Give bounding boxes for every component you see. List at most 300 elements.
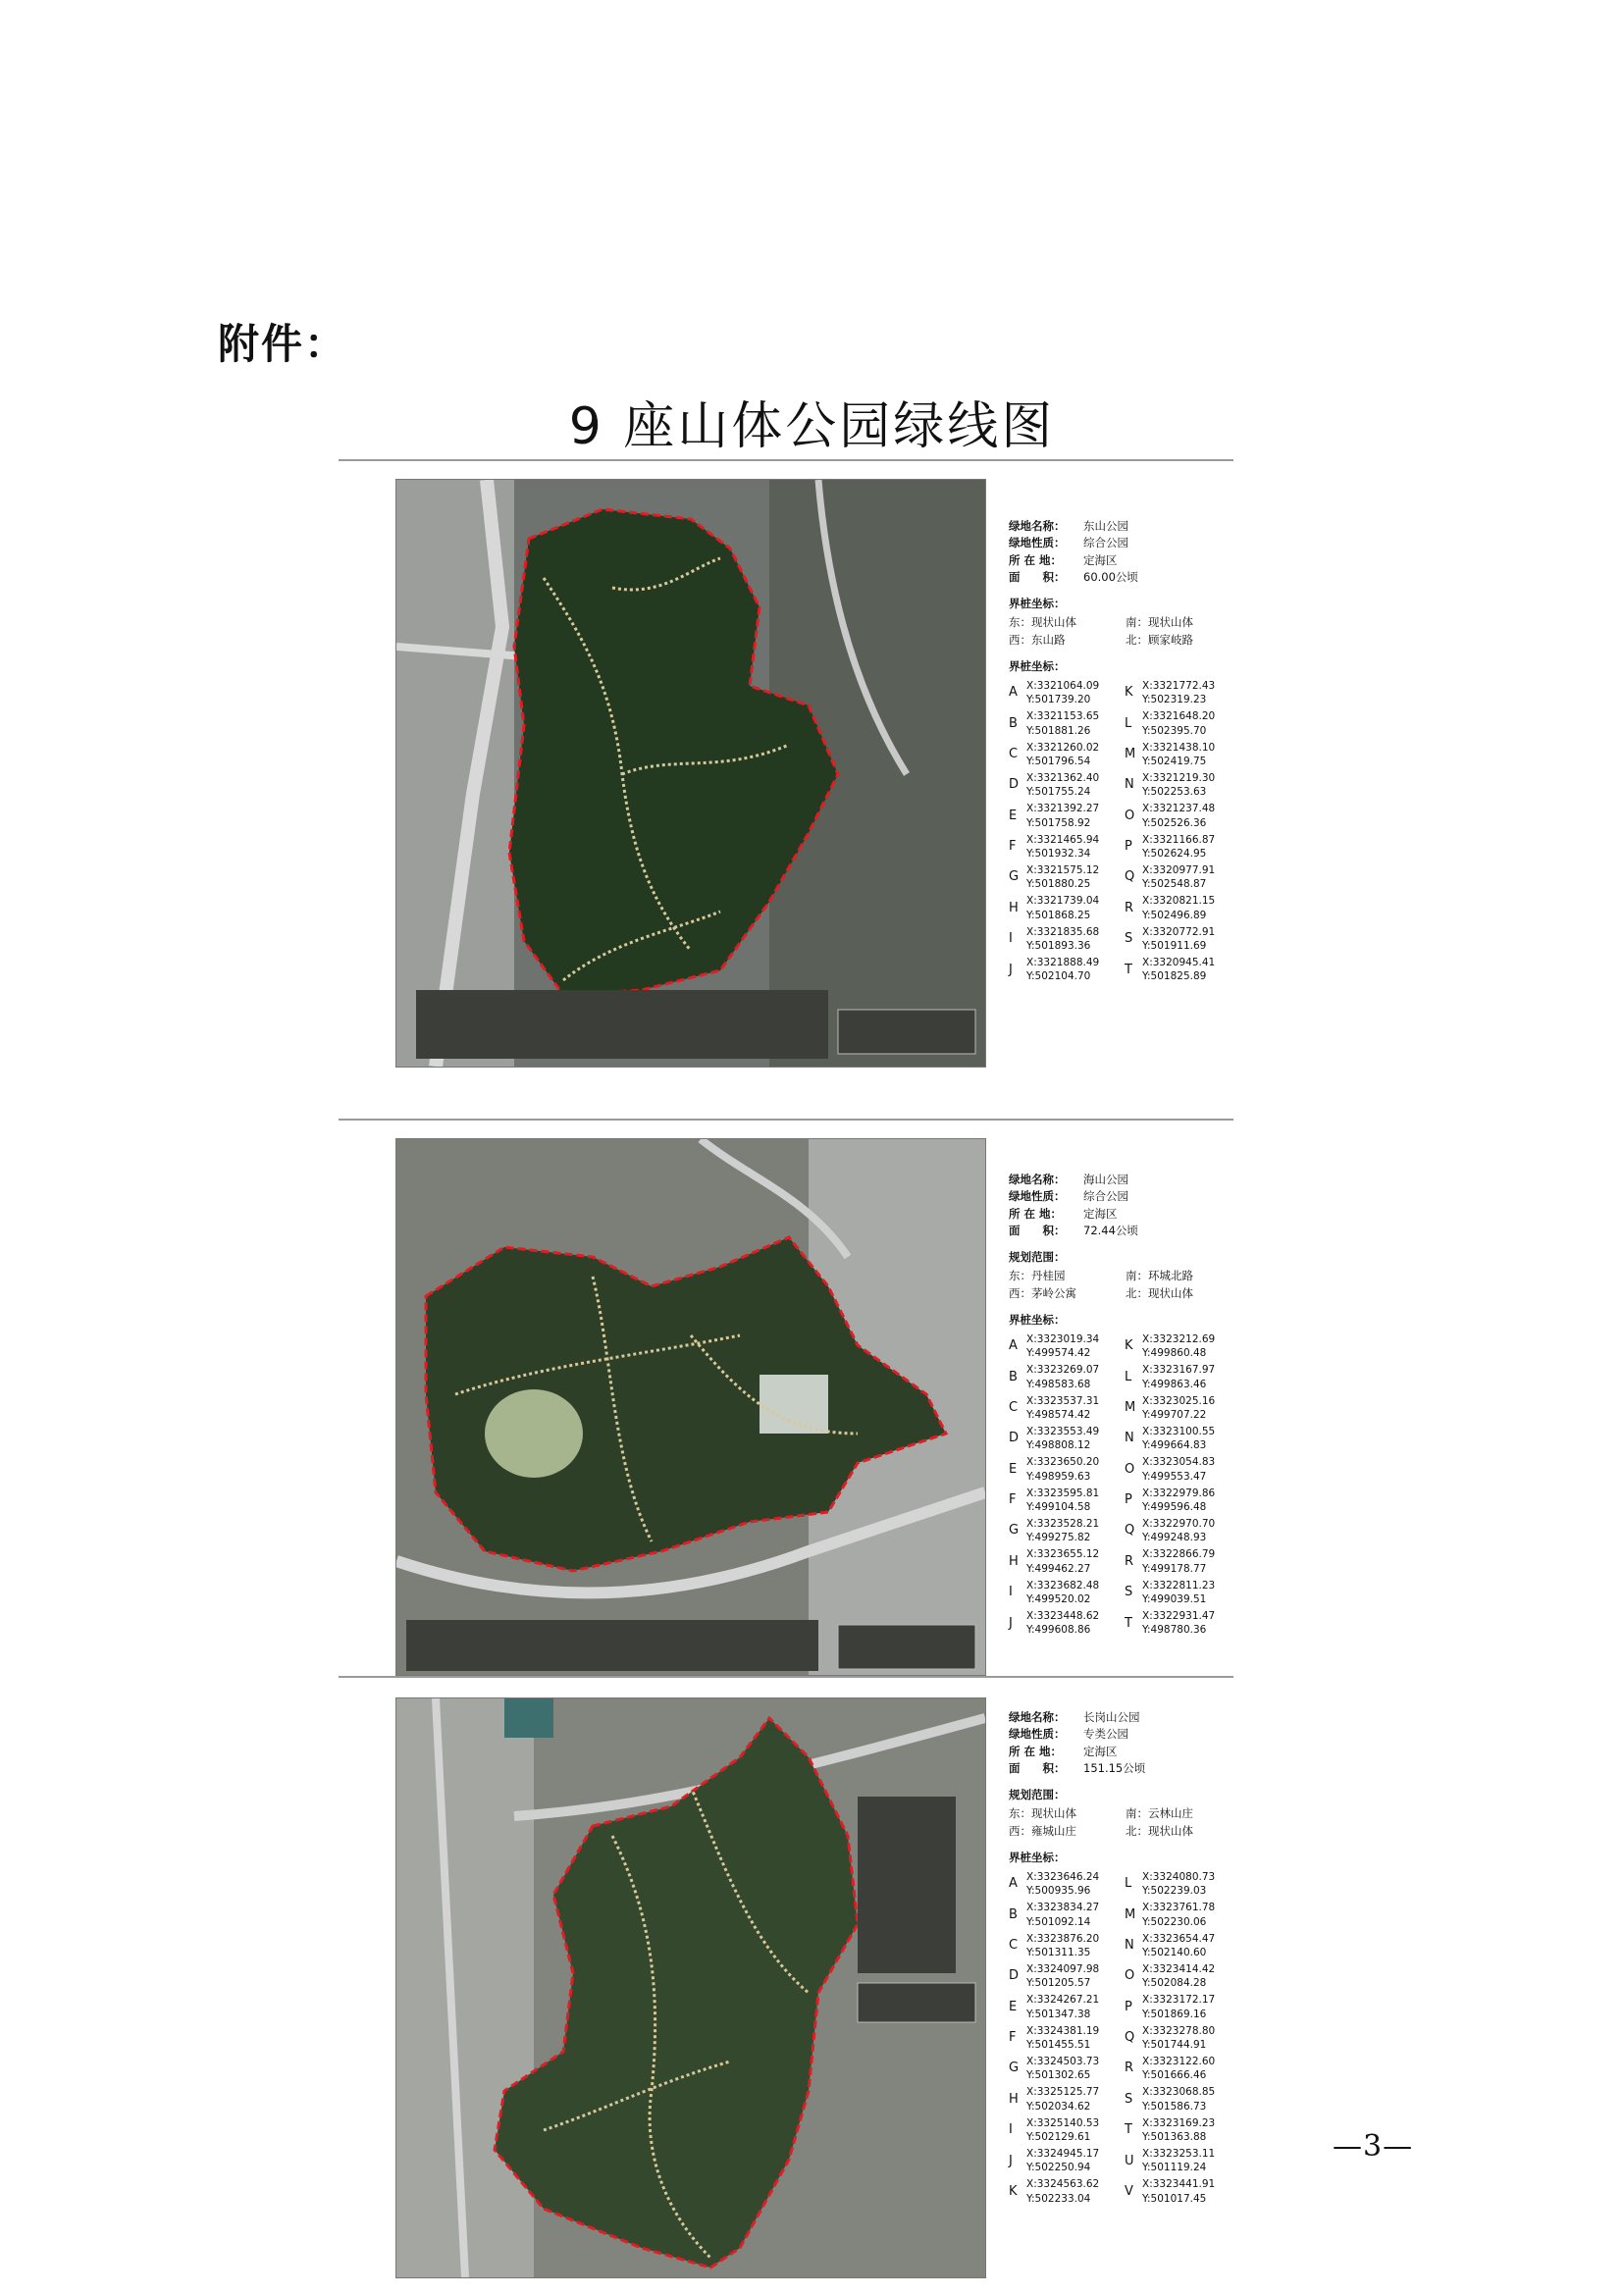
coord-values	[1142, 1993, 1215, 2020]
coord-entry	[1009, 1993, 1119, 2020]
coord-values	[1142, 771, 1215, 799]
coord-point-label: D	[1009, 777, 1020, 793]
coord-y: Y:502239.03	[1142, 1885, 1207, 1898]
coord-point-label: Q	[1125, 1523, 1135, 1539]
coord-x: X:3323682.48	[1026, 1579, 1100, 1592]
coord-x: X:3323212.69	[1142, 1333, 1216, 1345]
coord-values	[1142, 2116, 1215, 2144]
coord-entry	[1009, 1547, 1119, 1575]
coord-y: Y:498959.63	[1026, 1470, 1091, 1483]
coord-y: Y:502034.62	[1026, 2100, 1091, 2113]
coord-y: Y:502140.60	[1142, 1946, 1207, 1958]
coord-y: Y:499104.58	[1026, 1500, 1091, 1513]
coord-values	[1026, 1547, 1099, 1575]
coord-values	[1026, 1394, 1099, 1422]
coord-entry	[1125, 1579, 1234, 1606]
coord-point-label: Q	[1125, 2030, 1135, 2046]
attachment-label: 附件：	[218, 320, 348, 368]
coord-point-label: B	[1009, 1906, 1018, 1922]
coord-entry	[1125, 1609, 1234, 1637]
coord-x: X:3323654.47	[1142, 1932, 1216, 1945]
coord-entry	[1009, 2024, 1119, 2052]
coord-y: Y:502233.04	[1026, 2192, 1091, 2205]
coord-point-label: J	[1009, 962, 1013, 977]
coord-y: Y:499863.46	[1142, 1378, 1207, 1390]
coord-values	[1026, 1932, 1099, 1959]
coord-point-label: C	[1009, 1938, 1019, 1954]
coord-entry	[1125, 1547, 1234, 1575]
coord-entry	[1009, 1487, 1119, 1514]
coord-entry	[1125, 1487, 1234, 1514]
coord-entry	[1009, 956, 1119, 983]
coord-point-label: Q	[1125, 869, 1135, 885]
park-map-1	[395, 479, 986, 1068]
coord-x: X:3320772.91	[1142, 925, 1216, 938]
coord-x: X:3323761.78	[1142, 1902, 1216, 1914]
coord-point-label: D	[1009, 1431, 1020, 1446]
coord-x: X:3320821.15	[1142, 895, 1216, 908]
info-area: 面 积： 72.44公顷	[1009, 1223, 1138, 1237]
coord-x: X:3321260.02	[1026, 741, 1100, 754]
coord-values	[1142, 802, 1215, 829]
coord-values	[1026, 2177, 1099, 2205]
coord-x: X:3322931.47	[1142, 1610, 1216, 1623]
coord-point-label: I	[1009, 931, 1013, 947]
coord-y: Y:502230.06	[1142, 1915, 1207, 1928]
coord-x: X:3321362.40	[1026, 772, 1100, 785]
coord-entry	[1125, 1455, 1234, 1483]
coord-values	[1026, 1993, 1099, 2020]
document-title: 9 座山体公园绿线图	[568, 397, 1056, 456]
coord-point-label: K	[1125, 1338, 1133, 1354]
coord-entry	[1009, 2085, 1119, 2113]
coord-x: X:3322866.79	[1142, 1548, 1216, 1561]
coord-x: X:3323537.31	[1026, 1394, 1100, 1407]
coord-x: X:3323650.20	[1026, 1456, 1100, 1469]
coord-y: Y:501893.36	[1026, 939, 1091, 952]
coord-point-label: M	[1125, 1400, 1136, 1416]
park-info-1	[1009, 518, 1234, 983]
coord-x: X:3321648.20	[1142, 710, 1216, 723]
coord-point-label: A	[1009, 685, 1018, 701]
coord-y: Y:498574.42	[1026, 1408, 1091, 1421]
coord-y: Y:501932.34	[1026, 847, 1091, 860]
coords-title: 界桩坐标：	[1009, 658, 1066, 673]
divider-1	[339, 459, 1233, 461]
park-info-3	[1009, 1709, 1234, 2206]
coord-point-label: G	[1009, 869, 1020, 885]
coord-values	[1026, 1870, 1099, 1898]
coord-y: Y:502084.28	[1142, 1977, 1207, 1990]
coord-x: X:3321392.27	[1026, 803, 1100, 815]
coord-y: Y:499596.48	[1142, 1500, 1207, 1513]
coord-entry	[1009, 2147, 1119, 2174]
coord-x: X:3323269.07	[1026, 1364, 1100, 1377]
coord-y: Y:499860.48	[1142, 1347, 1207, 1360]
coord-entry	[1125, 1394, 1234, 1422]
coord-values	[1142, 1870, 1215, 1898]
coord-entry	[1125, 1962, 1234, 1990]
coord-entry	[1125, 1901, 1234, 1928]
info-type: 绿地性质： 综合公园	[1009, 536, 1128, 550]
coord-entry	[1125, 802, 1234, 829]
coord-point-label: E	[1009, 1461, 1018, 1477]
coord-values	[1142, 833, 1215, 861]
coord-entry	[1009, 1363, 1119, 1390]
coord-point-label: S	[1125, 2091, 1133, 2107]
coord-entry	[1125, 1517, 1234, 1544]
coord-values	[1142, 1609, 1215, 1637]
coord-point-label: E	[1009, 1999, 1018, 2014]
coord-y: Y:501744.91	[1142, 2038, 1207, 2051]
info-name: 绿地名称： 东山公园	[1009, 519, 1128, 533]
coord-y: Y:498583.68	[1026, 1378, 1091, 1390]
coord-y: Y:501311.35	[1026, 1946, 1091, 1958]
coord-entry	[1125, 2147, 1234, 2174]
coord-y: Y:499248.93	[1142, 1532, 1207, 1544]
coord-y: Y:498780.36	[1142, 1624, 1207, 1637]
coord-point-label: B	[1009, 715, 1018, 731]
coord-values	[1142, 2024, 1215, 2052]
coord-point-label: F	[1009, 1492, 1017, 1508]
coord-values	[1142, 956, 1215, 983]
coord-values	[1142, 679, 1215, 706]
coord-point-label: O	[1125, 808, 1135, 823]
coord-y: Y:499608.86	[1026, 1624, 1091, 1637]
coord-point-label: T	[1125, 2122, 1132, 2138]
coord-point-label: J	[1009, 1615, 1013, 1631]
coord-values	[1026, 679, 1099, 706]
coord-point-label: T	[1125, 962, 1132, 977]
coord-entry	[1009, 2116, 1119, 2144]
coord-x: X:3321438.10	[1142, 741, 1216, 754]
coord-y: Y:499707.22	[1142, 1408, 1207, 1421]
coord-point-label: R	[1125, 2061, 1134, 2076]
coord-x: X:3321465.94	[1026, 833, 1100, 846]
coord-entry	[1125, 709, 1234, 737]
coord-values	[1142, 1579, 1215, 1606]
coord-y: Y:502496.89	[1142, 909, 1207, 921]
coords-grid	[1009, 1332, 1234, 1637]
coord-values	[1026, 863, 1099, 891]
coord-point-label: K	[1125, 685, 1133, 701]
coord-point-label: S	[1125, 931, 1133, 947]
bounds: 东：现状山体 南：云林山庄 西：雍城山庄 北：现状山体	[1009, 1806, 1193, 1838]
coord-x: X:3321575.12	[1026, 864, 1100, 877]
coord-point-label: L	[1125, 1876, 1132, 1892]
info-area: 面 积： 151.15公顷	[1009, 1760, 1146, 1775]
info-type: 绿地性质： 综合公园	[1009, 1189, 1128, 1204]
coord-x: X:3323278.80	[1142, 2024, 1216, 2037]
coord-values	[1026, 833, 1099, 861]
coord-values	[1026, 2147, 1099, 2174]
coord-x: X:3323655.12	[1026, 1548, 1100, 1561]
coord-values	[1026, 925, 1099, 953]
coord-values	[1026, 771, 1099, 799]
coord-values	[1026, 2085, 1099, 2113]
coord-x: X:3323441.91	[1142, 2178, 1216, 2191]
coord-x: X:3325140.53	[1026, 2116, 1100, 2129]
coord-entry	[1125, 2024, 1234, 2052]
coord-values	[1142, 1932, 1215, 1959]
coord-entry	[1125, 741, 1234, 768]
coord-x: X:3324503.73	[1026, 2056, 1100, 2068]
coord-entry	[1009, 894, 1119, 921]
park-info-2	[1009, 1172, 1234, 1637]
coord-y: Y:501739.20	[1026, 694, 1091, 706]
info-location: 所 在 地： 定海区	[1009, 1206, 1118, 1221]
coord-y: Y:499574.42	[1026, 1347, 1091, 1360]
coord-y: Y:499553.47	[1142, 1470, 1207, 1483]
coord-x: X:3321219.30	[1142, 772, 1216, 785]
coord-values	[1142, 1901, 1215, 1928]
coord-entry	[1125, 956, 1234, 983]
coord-entry	[1125, 1363, 1234, 1390]
coord-entry	[1125, 894, 1234, 921]
coord-y: Y:502104.70	[1026, 970, 1091, 983]
coord-entry	[1009, 2177, 1119, 2205]
coord-x: X:3321835.68	[1026, 925, 1100, 938]
coord-values	[1026, 956, 1099, 983]
coord-entry	[1009, 863, 1119, 891]
coord-entry	[1125, 1425, 1234, 1452]
coord-entry	[1009, 1870, 1119, 1898]
coord-values	[1026, 1487, 1099, 1514]
coord-x: X:3324080.73	[1142, 1871, 1216, 1883]
coord-y: Y:499664.83	[1142, 1439, 1207, 1452]
coord-y: Y:501666.46	[1142, 2069, 1207, 2082]
coord-values	[1026, 1609, 1099, 1637]
coord-entry	[1009, 1425, 1119, 1452]
coord-y: Y:501881.26	[1026, 724, 1091, 737]
coord-point-label: L	[1125, 1369, 1132, 1384]
divider-3	[339, 1676, 1233, 1678]
coord-values	[1142, 741, 1215, 768]
coord-y: Y:499039.51	[1142, 1592, 1207, 1605]
coord-entry	[1009, 771, 1119, 799]
coord-y: Y:502419.75	[1142, 755, 1207, 767]
coord-entry	[1009, 1932, 1119, 1959]
coord-values	[1026, 2024, 1099, 2052]
coord-point-label: O	[1125, 1968, 1135, 1984]
coord-point-label: M	[1125, 747, 1136, 762]
coord-point-label: I	[1009, 1585, 1013, 1600]
coord-entry	[1125, 1993, 1234, 2020]
coord-entry	[1009, 1901, 1119, 1928]
coord-values	[1026, 1332, 1099, 1360]
coord-point-label: G	[1009, 2061, 1020, 2076]
coord-point-label: N	[1125, 1431, 1134, 1446]
coord-point-label: U	[1125, 2153, 1134, 2168]
coord-point-label: V	[1125, 2183, 1133, 2199]
coord-values	[1142, 2085, 1215, 2113]
coord-point-label: A	[1009, 1876, 1018, 1892]
coord-values	[1142, 1962, 1215, 1990]
coord-y: Y:502548.87	[1142, 878, 1207, 891]
coord-x: X:3324563.62	[1026, 2178, 1100, 2191]
coord-entry	[1125, 2116, 1234, 2144]
coord-values	[1142, 1455, 1215, 1483]
coord-point-label: P	[1125, 839, 1132, 855]
coord-y: Y:501880.25	[1026, 878, 1091, 891]
coord-x: X:3321739.04	[1026, 895, 1100, 908]
coord-point-label: T	[1125, 1615, 1132, 1631]
coord-point-label: F	[1009, 839, 1017, 855]
coord-point-label: C	[1009, 1400, 1019, 1416]
park-map-2	[395, 1138, 986, 1676]
coord-x: X:3323253.11	[1142, 2148, 1216, 2161]
coord-x: X:3323414.42	[1142, 1963, 1216, 1976]
coord-y: Y:501347.38	[1026, 2008, 1091, 2020]
info-location: 所 在 地： 定海区	[1009, 552, 1118, 567]
coord-entry	[1009, 741, 1119, 768]
coord-y: Y:502253.63	[1142, 786, 1207, 799]
coord-x: X:3323646.24	[1026, 1871, 1100, 1883]
coord-x: X:3323025.16	[1142, 1394, 1216, 1407]
coord-point-label: P	[1125, 1492, 1132, 1508]
coord-point-label: S	[1125, 1585, 1133, 1600]
coord-y: Y:499275.82	[1026, 1532, 1091, 1544]
bounds: 东：现状山体 南：现状山体 西：东山路 北：顾家岐路	[1009, 615, 1193, 647]
coord-values	[1142, 863, 1215, 891]
coord-entry	[1009, 802, 1119, 829]
coord-values	[1026, 1455, 1099, 1483]
coord-point-label: N	[1125, 777, 1134, 793]
coord-x: X:3321772.43	[1142, 680, 1216, 692]
bounds: 东：丹桂园 南：环城北路 西：茅岭公寓 北：现状山体	[1009, 1269, 1193, 1300]
coord-values	[1026, 1579, 1099, 1606]
coord-values	[1142, 1547, 1215, 1575]
coord-x: X:3323019.34	[1026, 1333, 1100, 1345]
coord-point-label: H	[1009, 1553, 1019, 1569]
coord-x: X:3320977.91	[1142, 864, 1216, 877]
coord-x: X:3323169.23	[1142, 2116, 1216, 2129]
coord-entry	[1009, 1394, 1119, 1422]
coord-point-label: F	[1009, 2030, 1017, 2046]
coord-x: X:3323100.55	[1142, 1426, 1216, 1438]
coord-y: Y:501119.24	[1142, 2162, 1207, 2174]
coord-values	[1026, 1517, 1099, 1544]
coord-y: Y:499520.02	[1026, 1592, 1091, 1605]
coord-y: Y:500935.96	[1026, 1885, 1091, 1898]
coord-entry	[1009, 1455, 1119, 1483]
coord-entry	[1125, 863, 1234, 891]
info-location: 所 在 地： 定海区	[1009, 1744, 1118, 1758]
coord-y: Y:502319.23	[1142, 694, 1207, 706]
coord-x: X:3323448.62	[1026, 1610, 1100, 1623]
coord-x: X:3321064.09	[1026, 680, 1100, 692]
coord-y: Y:502129.61	[1026, 2130, 1091, 2143]
coord-values	[1142, 1394, 1215, 1422]
bounds-title: 界桩坐标：	[1009, 597, 1066, 610]
coord-point-label: P	[1125, 1999, 1132, 2014]
coord-point-label: I	[1009, 2122, 1013, 2138]
coord-values	[1142, 1332, 1215, 1360]
coord-entry	[1125, 771, 1234, 799]
coord-values	[1142, 2177, 1215, 2205]
coord-entry	[1009, 2055, 1119, 2082]
coord-x: X:3321237.48	[1142, 803, 1216, 815]
coord-point-label: R	[1125, 900, 1134, 915]
coord-entry	[1125, 833, 1234, 861]
coord-x: X:3323876.20	[1026, 1932, 1100, 1945]
coord-entry	[1125, 2085, 1234, 2113]
coord-point-label: H	[1009, 900, 1019, 915]
coord-y: Y:498808.12	[1026, 1439, 1091, 1452]
coord-x: X:3324945.17	[1026, 2148, 1100, 2161]
coord-point-label: E	[1009, 808, 1018, 823]
coord-x: X:3321166.87	[1142, 833, 1216, 846]
coord-x: X:3324381.19	[1026, 2024, 1100, 2037]
coord-x: X:3324097.98	[1026, 1963, 1100, 1976]
coord-entry	[1009, 1579, 1119, 1606]
coord-point-label: A	[1009, 1338, 1018, 1354]
coord-values	[1142, 925, 1215, 953]
coord-y: Y:502250.94	[1026, 2162, 1091, 2174]
coord-values	[1026, 802, 1099, 829]
coord-point-label: H	[1009, 2091, 1019, 2107]
coord-point-label: O	[1125, 1461, 1135, 1477]
coord-x: X:3323595.81	[1026, 1487, 1100, 1499]
coord-values	[1142, 2055, 1215, 2082]
info-name: 绿地名称： 海山公园	[1009, 1173, 1128, 1186]
coord-y: Y:501868.25	[1026, 909, 1091, 921]
coord-entry	[1125, 1932, 1234, 1959]
coord-y: Y:499462.27	[1026, 1562, 1091, 1575]
coord-values	[1026, 894, 1099, 921]
coord-x: X:3323553.49	[1026, 1426, 1100, 1438]
coord-y: Y:501796.54	[1026, 755, 1091, 767]
coord-point-label: C	[1009, 747, 1019, 762]
bounds-title: 规划范围：	[1009, 1250, 1066, 1264]
coord-y: Y:502395.70	[1142, 724, 1207, 737]
coord-x: X:3320945.41	[1142, 957, 1216, 969]
coord-x: X:3323167.97	[1142, 1364, 1216, 1377]
coord-y: Y:501869.16	[1142, 2008, 1207, 2020]
coord-point-label: J	[1009, 2153, 1013, 2168]
info-type: 绿地性质： 专类公园	[1009, 1727, 1128, 1742]
coord-x: X:3321153.65	[1026, 710, 1100, 723]
coords-title: 界桩坐标：	[1009, 1850, 1066, 1864]
coord-x: X:3323528.21	[1026, 1518, 1100, 1531]
coords-grid	[1009, 679, 1234, 983]
page-number: —3—	[1333, 2129, 1414, 2164]
coord-y: Y:501586.73	[1142, 2100, 1207, 2113]
coord-y: Y:501092.14	[1026, 1915, 1091, 1928]
coord-values	[1026, 709, 1099, 737]
coord-values	[1026, 1901, 1099, 1928]
coord-y: Y:501363.88	[1142, 2130, 1207, 2143]
coord-x: X:3323054.83	[1142, 1456, 1216, 1469]
coord-entry	[1009, 679, 1119, 706]
coord-entry	[1125, 1332, 1234, 1360]
coord-entry	[1009, 1609, 1119, 1637]
coord-y: Y:501755.24	[1026, 786, 1091, 799]
coord-x: X:3322970.70	[1142, 1518, 1216, 1531]
coord-values	[1026, 1363, 1099, 1390]
coord-values	[1026, 2055, 1099, 2082]
coord-x: X:3321888.49	[1026, 957, 1100, 969]
coord-values	[1026, 1425, 1099, 1452]
info-area: 面 积： 60.00公顷	[1009, 569, 1138, 584]
coord-entry	[1009, 1962, 1119, 1990]
coord-entry	[1125, 2055, 1234, 2082]
coord-x: X:3324267.21	[1026, 1994, 1100, 2007]
coord-values	[1026, 1962, 1099, 1990]
coord-y: Y:501455.51	[1026, 2038, 1091, 2051]
coord-x: X:3323122.60	[1142, 2056, 1216, 2068]
coord-x: X:3323068.85	[1142, 2086, 1216, 2099]
